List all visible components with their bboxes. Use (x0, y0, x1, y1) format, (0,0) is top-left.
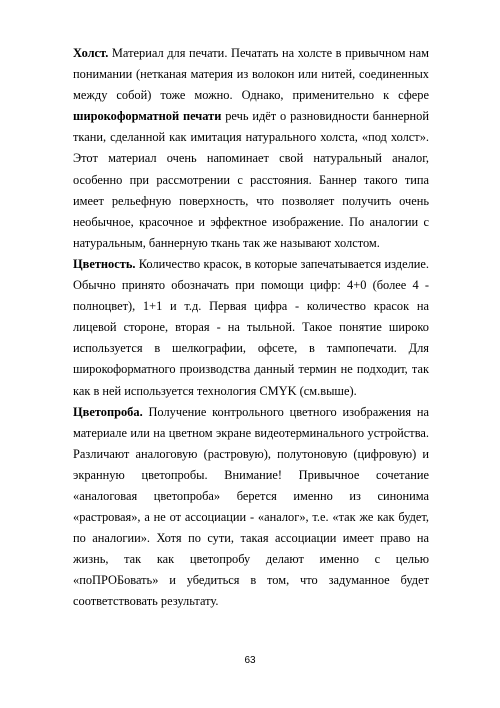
emphasis-wide-format-print: широкоформатной печати (73, 109, 222, 124)
page-body (73, 43, 429, 613)
page-number: 63 (244, 655, 256, 666)
paragraph-tsvetnost (73, 254, 429, 402)
paragraph-text: Количество красок, в которые запечатывается изделие. Обычно принято обозначать при помощи цифр: 4+0 (более 4 - полноцвет), 1+1 и т.д. Первая цифра - количество красок на лицевой стороне, вторая - на тыльной. Такое понятие широко используется в шелкографии, офсете, в тампопечати. Для широкоформатного производства данный термин не подходит, так как в ней используется технология CMYK (см.выше). (73, 256, 429, 398)
paragraph-text: Материал для печати. Печатать на холсте в привычном нам понимании (нетканая материя из волокон или нитей, соединенных между собой) тоже можно. Однако, применительно к сфере (73, 46, 429, 103)
term-tsvetnost: Цветность. (73, 256, 136, 271)
term-tsvetoproba: Цветопроба. (73, 404, 143, 419)
paragraph-tsvetoproba (73, 402, 429, 613)
paragraph-text: речь идёт о разновидности баннерной ткани, сделанной как имитация натурального холста, «под холст». Этот материал очень напоминает свой натуральный аналог, особенно при рассмотрении с расстояния. Баннер такого типа имеет рельефную поверхность, что позволяет получить очень необычное, красочное и эффектное изображение. По аналогии с натуральным, баннерную ткань так же называют холстом. (73, 109, 430, 250)
paragraph-text: Получение контрольного цветного изображения на материале или на цветном экране видеотерминального устройства. Различают аналоговую (растровую), полутоновую (цифровую) и экранную цветопробы. Внимание! Привычное сочетание «аналоговая цветопроба» берется именно из синонима «растровая», а не от ассоциации - «аналог», т.е. «так же как будет, по аналогии». Хотя по сути, такая ассоциации имеет право на жизнь, так как цветопробу делают именно с целью «поПРОБовать» и убедиться в том, что задуманное будет соответствовать результату. (73, 404, 429, 609)
paragraph-holst (73, 43, 429, 254)
term-holst: Холст. (73, 46, 109, 60)
